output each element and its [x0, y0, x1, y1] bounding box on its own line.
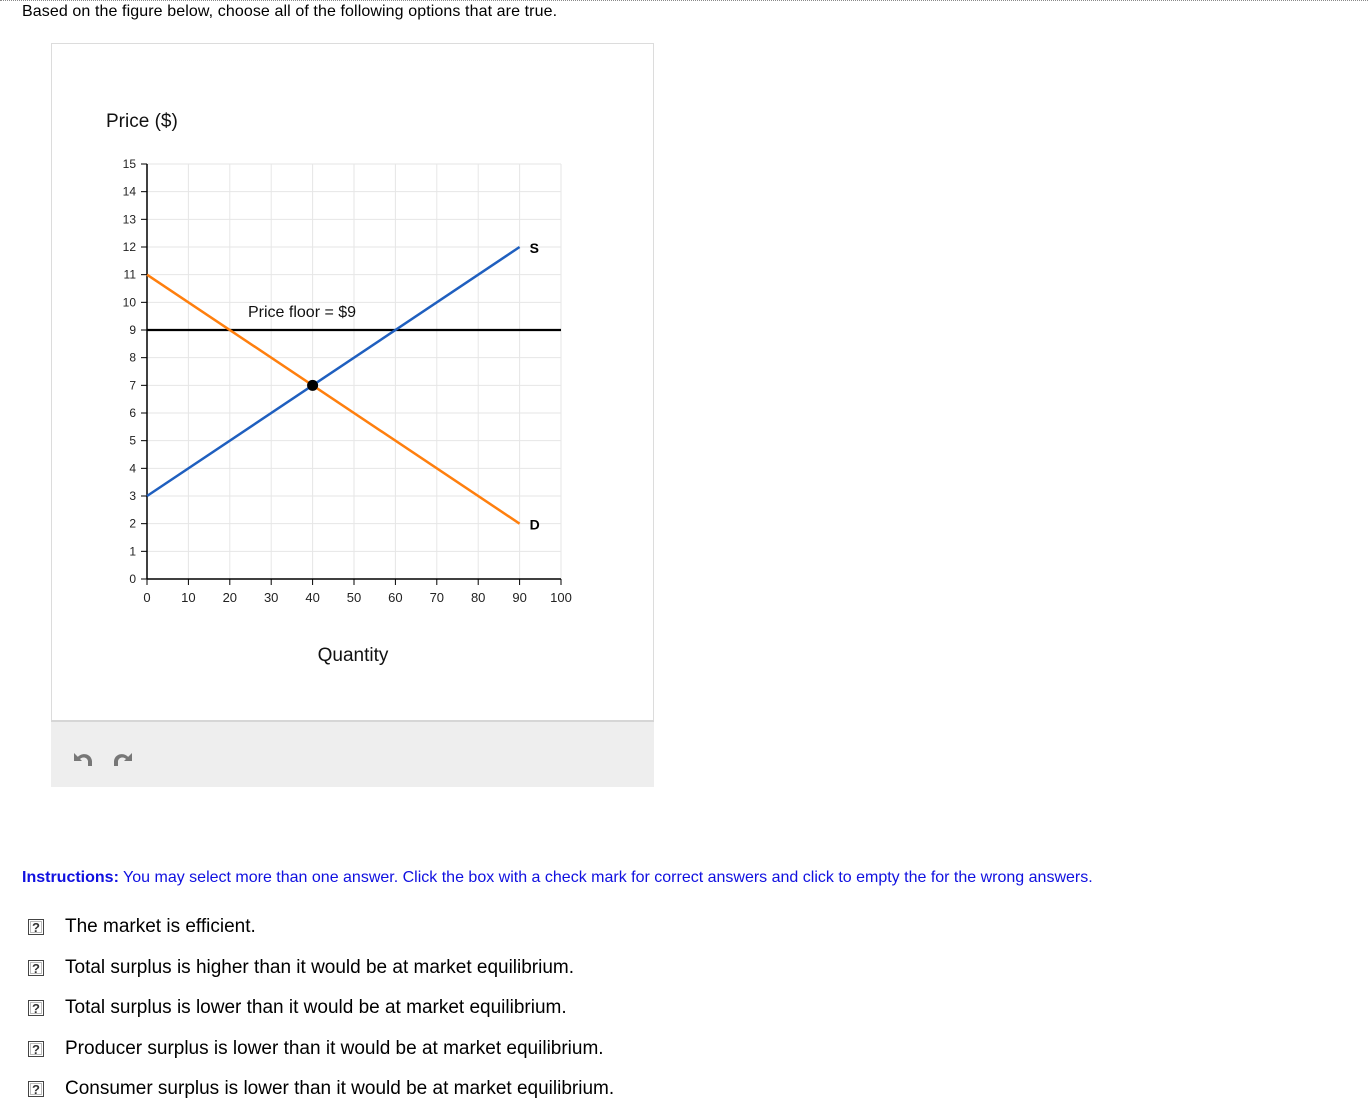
instructions: [22, 869, 1093, 887]
y-tick-label: 7: [129, 378, 136, 393]
x-axis-label: Quantity: [317, 645, 389, 666]
axes: [123, 157, 572, 605]
option-1-label: The market is efficient.: [65, 916, 256, 937]
y-tick-label: 0: [129, 572, 136, 586]
y-tick-label: 13: [122, 212, 136, 227]
y-tick-label: 10: [122, 295, 136, 310]
option-2-label: Total surplus is higher than it would be at market equilibrium.: [65, 957, 575, 978]
y-tick-label: 4: [129, 461, 136, 476]
option-4-checkbox[interactable]: ?: [28, 1041, 44, 1057]
y-tick-label: 2: [129, 516, 136, 531]
option-5-label: Consumer surplus is lower than it would be at market equilibrium.: [65, 1078, 615, 1099]
grid: [147, 164, 561, 579]
option-3[interactable]: [28, 996, 567, 1020]
x-tick-label: 80: [470, 590, 486, 605]
x-tick-label: 0: [143, 590, 151, 605]
x-tick-label: 40: [305, 590, 320, 605]
option-4-label: Producer surplus is lower than it would be at market equilibrium.: [65, 1038, 604, 1059]
instructions-text: You may select more than one answer. Click the box with a check mark for correct answers and click to empty the for the wrong answers.: [118, 869, 1093, 886]
x-tick-label: 70: [429, 590, 445, 605]
x-tick-label: 30: [263, 590, 279, 605]
x-tick-label: 20: [222, 590, 238, 605]
option-5[interactable]: [28, 1077, 614, 1101]
y-tick-label: 5: [129, 433, 136, 448]
x-tick-label: 100: [550, 590, 572, 605]
series-label-s: S: [529, 240, 539, 256]
equilibrium-point: [307, 380, 318, 391]
option-3-checkbox[interactable]: ?: [28, 1000, 44, 1016]
question-text: Based on the figure below, choose all of the following options that are true.: [22, 3, 558, 20]
option-4[interactable]: [28, 1037, 604, 1061]
x-tick-label: 10: [181, 590, 196, 605]
option-1[interactable]: [28, 915, 256, 939]
undo-icon: [69, 748, 95, 770]
graph-toolbar: [51, 720, 654, 787]
y-tick-label: 9: [129, 323, 136, 337]
option-5-checkbox[interactable]: ?: [28, 1081, 44, 1097]
price-floor-label: Price floor = $9: [248, 304, 357, 321]
y-tick-label: 3: [129, 489, 136, 503]
redo-icon: [111, 748, 137, 770]
supply-demand-chart[interactable]: [52, 44, 653, 720]
series-label-d: D: [529, 516, 540, 533]
option-1-checkbox[interactable]: ?: [28, 919, 44, 935]
x-tick-label: 90: [512, 590, 527, 605]
y-axis-label: Price ($): [106, 111, 178, 132]
y-tick-label: 8: [129, 350, 136, 365]
y-tick-label: 14: [122, 184, 136, 199]
series-line-s: [147, 247, 520, 496]
instructions-label: Instructions:: [22, 869, 119, 886]
undo-button[interactable]: [69, 748, 95, 770]
graph-panel: [51, 43, 654, 721]
option-3-label: Total surplus is lower than it would be at market equilibrium.: [65, 997, 567, 1018]
option-2-checkbox[interactable]: ?: [28, 960, 44, 976]
y-tick-label: 12: [122, 240, 136, 254]
option-2[interactable]: [28, 956, 574, 980]
top-divider: [0, 0, 1368, 1]
y-tick-label: 1: [129, 544, 136, 559]
y-tick-label: 6: [129, 406, 136, 420]
x-tick-label: 50: [346, 590, 362, 605]
y-tick-label: 11: [123, 267, 136, 282]
y-tick-label: 15: [122, 157, 136, 171]
redo-button[interactable]: [111, 748, 137, 770]
x-tick-label: 60: [388, 590, 403, 605]
